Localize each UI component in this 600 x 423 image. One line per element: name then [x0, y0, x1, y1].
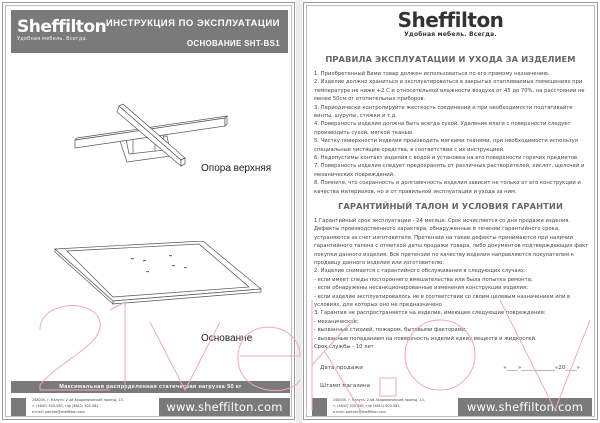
care-rule: 3. Периодически контролируйте жесткость соединений и при необходимости подтягивайте винты, шурупы, стяжки и т.д. — [314, 104, 573, 120]
brand-name: Sheffilton — [397, 8, 504, 32]
warranty-term: - если имеет следы постороннего вмешательства или была попытка ремонта; — [314, 276, 533, 283]
max-load-note: Максимальная распределенная статическая нагрузка 50 кг — [11, 381, 290, 393]
company-address — [32, 397, 124, 415]
sale-date-field[interactable]: «____»____________«20____» — [503, 365, 580, 371]
care-rule: 6. Недопустимы контакт изделия с водой и установка на его поверхности горячих предметов. — [314, 155, 579, 162]
address-line: 248035, г. Калуга, 2-ой Академический проезд, 13, — [333, 398, 425, 402]
footer-square — [11, 398, 26, 416]
product-model: ОСНОВАНИЕ SHT-BS1 — [186, 39, 280, 48]
care-heading: ПРАВИЛА ЭКСПЛУАТАЦИИ И УХОДА ЗА ИЗДЕЛИЕМ — [325, 54, 576, 64]
brand-tagline: Удобная мебель. Всегда. — [17, 36, 88, 42]
base-plate-drawing — [51, 241, 266, 313]
phone-line: т. (4842) 500-580, т/ф (4842) 500-581, — [32, 404, 100, 408]
warranty-term: - если изделие эксплуатировалось не в соответствии со своим целевым назначением или в условиях, для которых оно не предназначено — [314, 293, 571, 309]
part-label-upper-support: Опора верхняя — [201, 163, 272, 174]
care-rule: 1. Приобретенный Вами товар должен использоваться по его прямому назначению. — [314, 71, 550, 77]
right-footer — [312, 397, 592, 417]
warranty-heading: ГАРАНТИЙНЫЙ ТАЛОН И УСЛОВИЯ ГАРАНТИИ — [337, 201, 564, 211]
warranty-term: - вызванные попаданием на поверхность изделий едких веществ и жидкостей. — [314, 335, 537, 342]
footer-square — [312, 398, 327, 416]
sale-date-label: Дата продажи — [320, 365, 363, 371]
warranty-term: Срок службы - 10 лет — [314, 344, 374, 351]
company-address — [333, 397, 425, 415]
warranty-term: 2. Изделие снимается с гарантийного обслуживания в следующих случаях: — [314, 268, 526, 275]
care-rule: 5. Чистку поверхности изделия производить мягкими тканями, при необходимости используя специальные чистящие средства, в соответствии с их инструкцией. — [314, 138, 578, 153]
warranty-term: - вызванные стихией, пожаром, бытовыми факторами; — [314, 327, 467, 334]
brand-name: Sheffilton — [17, 17, 107, 37]
sale-date-row — [320, 365, 580, 371]
website-url[interactable]: www.sheffilton.com — [458, 398, 592, 416]
left-footer — [11, 397, 290, 417]
brand-tagline: Удобная мебель. Всегда. — [404, 31, 497, 38]
website-url[interactable]: www.sheffilton.com — [159, 398, 290, 416]
instruction-page — [2, 2, 295, 420]
warranty-term: 3. Гарантия не распространяется на изделие, имеющее следующие повреждения: — [314, 310, 546, 317]
warranty-terms — [314, 217, 591, 352]
care-rule: 8. Помните, что сохранность и долговечность изделия зависит не только от его конструкции и качества материалов, но и от правильной эксплуатации и ухода за ним. — [314, 180, 581, 195]
address-line: 248035, г. Калуга, 2-ой Академический проезд, 13, — [32, 398, 124, 402]
warranty-term: 1.Гарантийный срок эксплуатации - 24 месяца. Срок исчисляется со дня продажи изделия. Дефекты производственного характера, обнаруженные в течении гарантийного срока, устраняются за счет изготовителя. Претензии на такие дефекты принимаются при наличии гарантийного талона с отметкой даты продажи товара, либо документов подтверждающих факт покупки данного изделия. Все претензии по качеству изделия направляются покупателем к продавцу данного изделия или изготовителю. — [314, 218, 589, 267]
warranty-page — [303, 2, 598, 420]
care-rule: 7. Поверхность изделия следует предохранять от различных растворителей, кислот, щелочей и механических повреждений. — [314, 163, 585, 178]
instruction-header-band — [11, 10, 288, 53]
phone-line: т. (4842) 500-580, т/ф (4842) 500-581, — [333, 404, 401, 408]
brand-logo-dark — [304, 9, 597, 39]
store-stamp-label: Штамп магазина — [320, 383, 371, 389]
care-rules-list — [314, 70, 591, 196]
email-line: e-mail: partner@sheffilton.com — [333, 410, 386, 414]
page-gap — [296, 0, 302, 423]
email-line: e-mail: partner@sheffilton.com — [32, 410, 85, 414]
part-label-base: Основание — [201, 333, 253, 344]
warranty-term: - если обнаружены несанкционированные изменения конструкции изделия; — [314, 285, 528, 292]
care-rule: 2. Изделие должно храниться и эксплуатироваться в закрытых отапливаемых помещениях при температуре не ниже +2 С и относительной влажности воздуха от 45 до 70%, на расстоянии не менее 50см от отопительных приборов. — [314, 79, 585, 103]
care-rule: 4. Поверхность изделия должна быть всегда сухой. Удаление влаги с поверхности следует производить сухой, мягкой тканью. — [314, 121, 571, 136]
warranty-term: - механические; — [314, 318, 359, 325]
brand-logo — [17, 18, 106, 43]
upper-support-drawing — [63, 98, 238, 168]
instruction-title: ИНСТРУКЦИЯ ПО ЭКСПЛУАТАЦИИ — [105, 18, 280, 29]
